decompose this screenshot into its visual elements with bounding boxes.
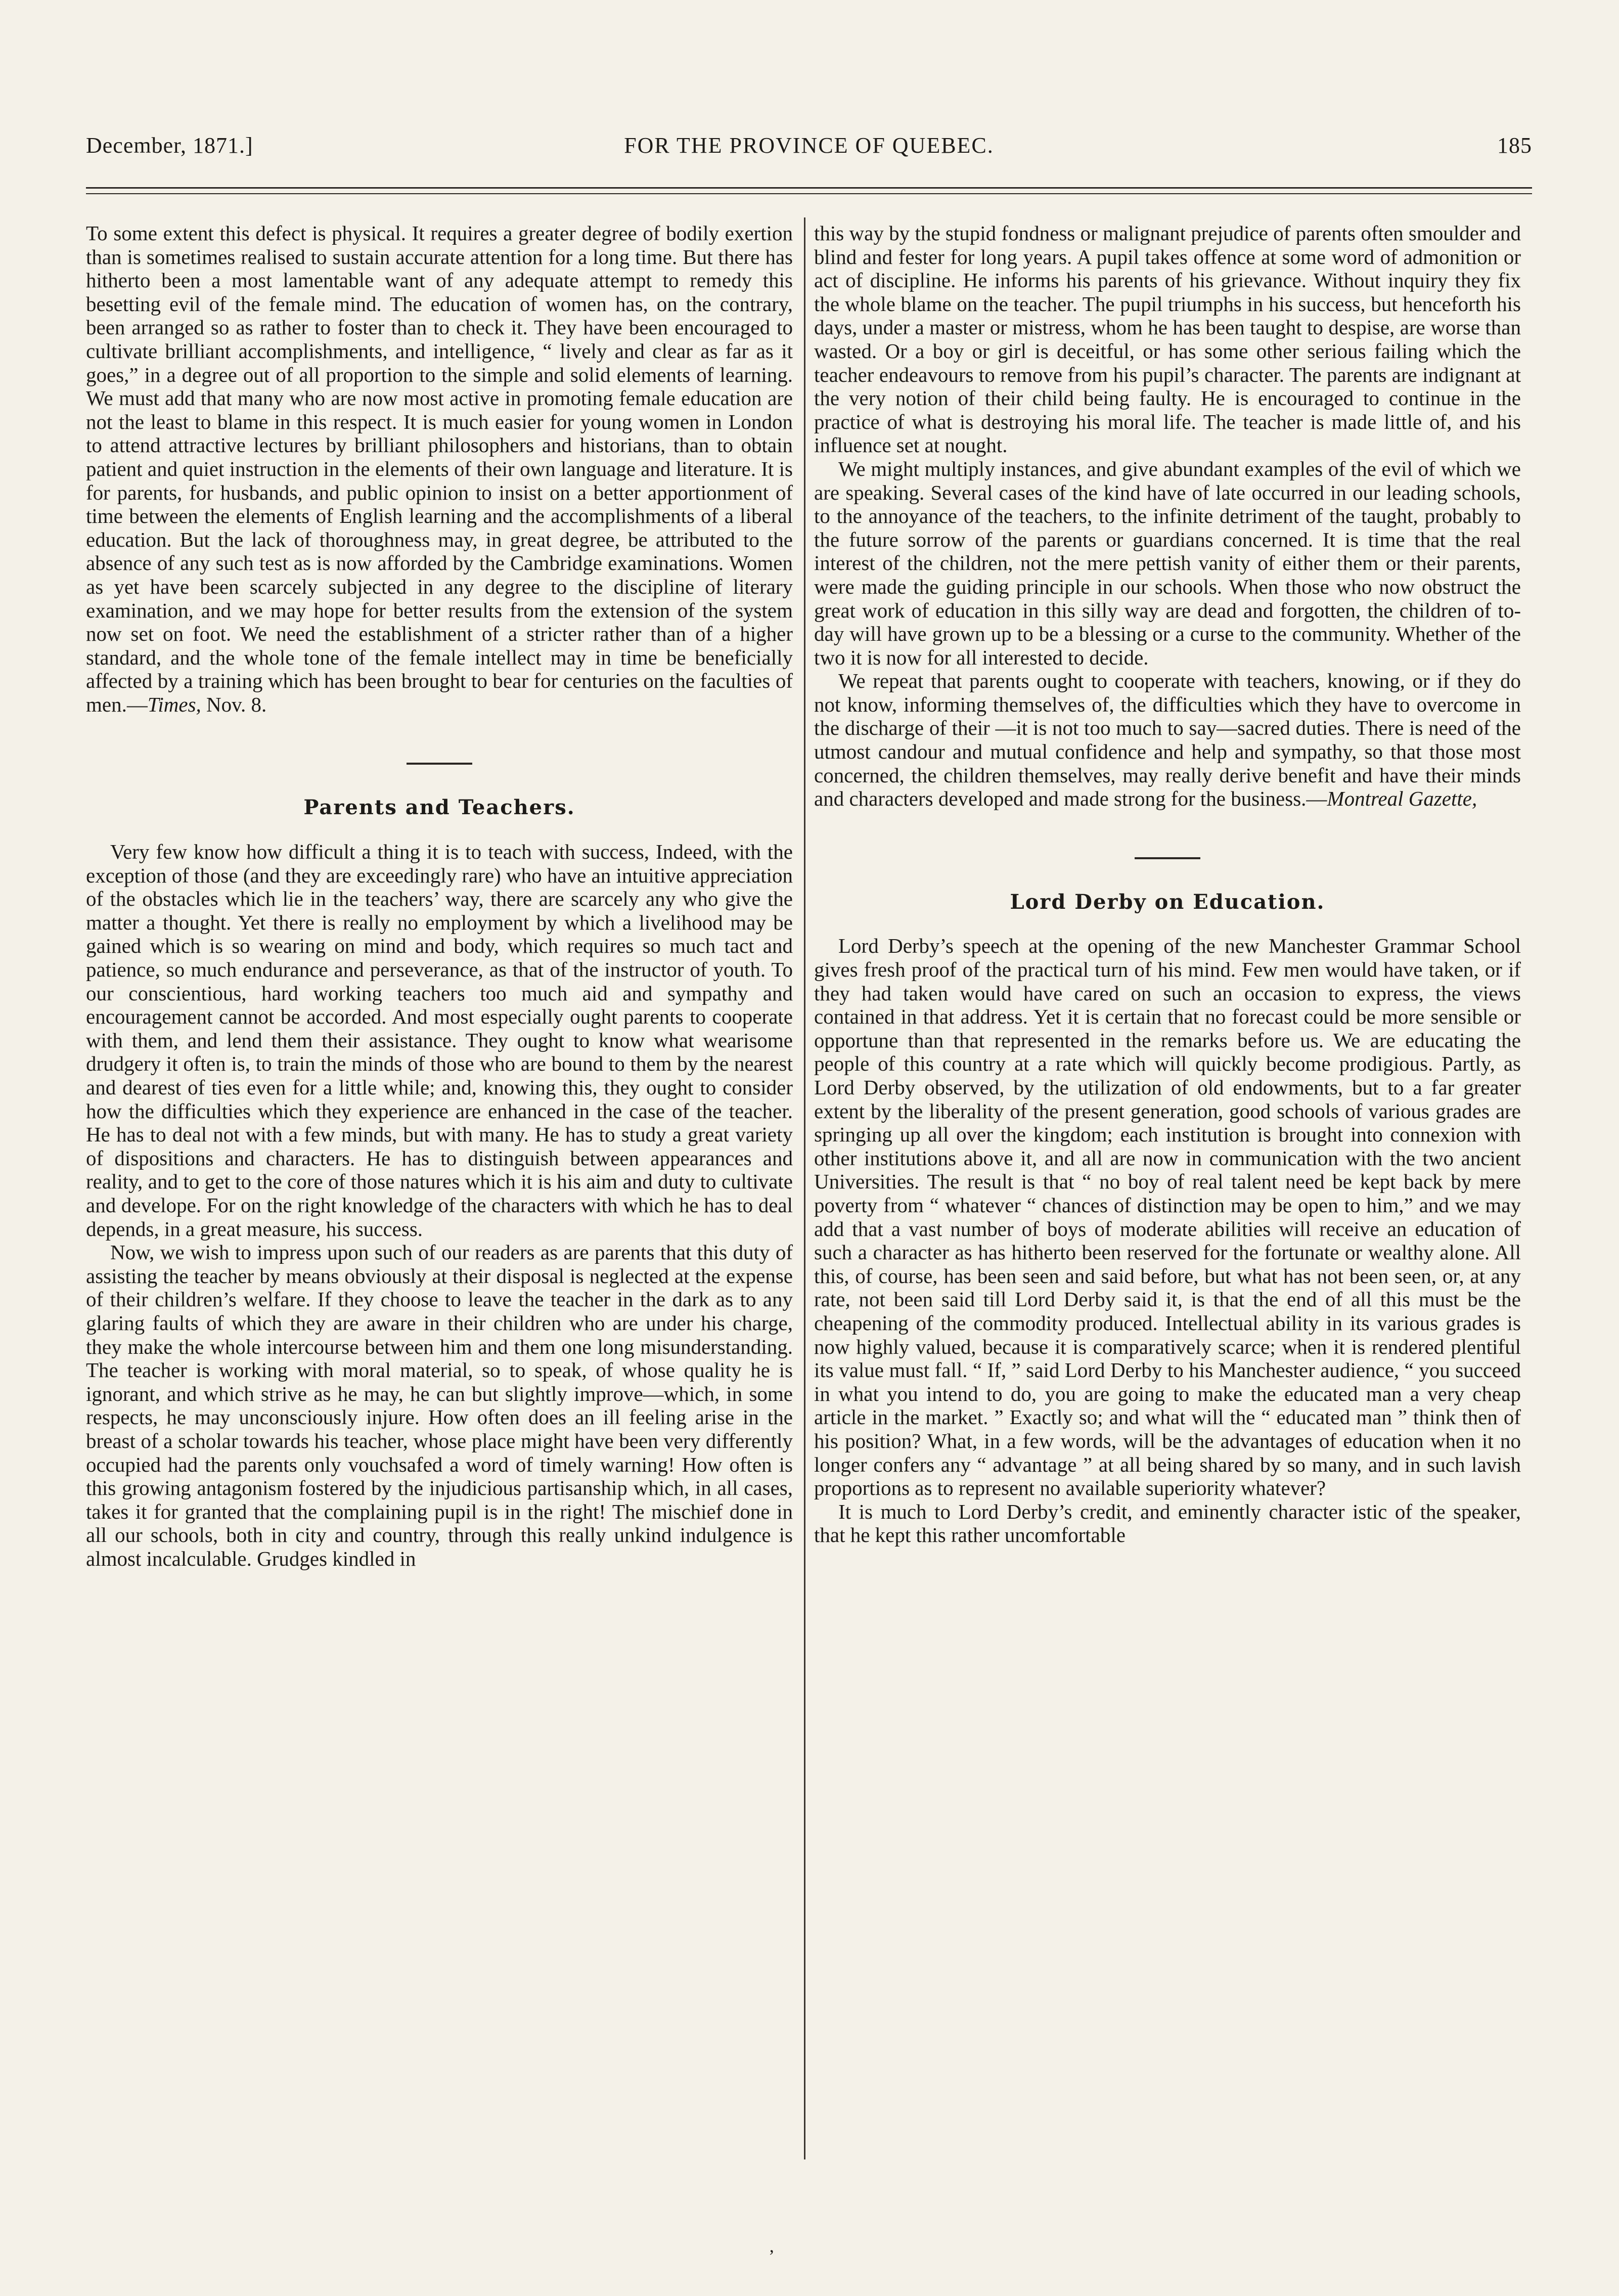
left-column <box>86 222 793 1570</box>
article-paragraph: We might multiply instances, and give abundant examples of the evil of which we are speaking. Several cases of the kind have of late occurred in our leading schools, to the annoyance of the teachers, to the infinite detriment of the taught, probably to the future sorrow of the parents or guardians concerned. It is time that the real interest of the children, not the mere pettish vanity of either them or their parents, were made the guiding principle in our schools. When those who now obstruct the great work of education in this silly way are dead and forgotten, the children of to-day will have grown up to be a blessing or a curse to the community. Whether of the two it is now for all interested to decide. <box>814 457 1521 669</box>
citation-date: Nov. 8. <box>201 692 267 716</box>
article-paragraph: It is much to Lord Derby’s credit, and eminently character istic of the speaker, that he kept this rather uncomfortable <box>814 1499 1521 1547</box>
right-column <box>814 222 1521 1547</box>
spacer <box>814 811 1521 857</box>
spacer <box>86 716 793 763</box>
opening-paragraph: To some extent this defect is physical. It requires a greater degree of bodily exertion than is sometimes realised to sustain accurate attention for a long time. But there has hitherto been a most lamentable want of any adequate attempt to remedy this besetting evil of the female mind. The education of women has, on the contrary, been arranged so as rather to foster than to check it. They have been encouraged to cultivate brilliant accomplishments, and intelligence, “ lively and clear as far as it goes,” in a degree out of all proportion to the simple and solid elements of learning. We must add that many who are now most active in promoting female education are not the least to blame in this respect. It is much easier for young women in London to attend attractive lectures by brilliant philosophers and historians, than to obtain patient and quiet instruction in the elements of their own language and literature. It is for parents, for husbands, and public opinion to insist on a better apportionment of time between the elements of English learning and the accomplishments of a liberal education. But the lack of thoroughness may, in great degree, be attributed to the absence of any such test as is now afforded by the Cambridge examinations. Women as yet have been scarcely subjected in any degree to the discipline of literary examination, and we may hope for better results from the extension of the system now set on foot. We need the establishment of a stricter rather than of a higher standard, and the whole tone of the female intellect may in time be beneficially affected by a training which has been brought to bear for centuries on the faculties of men.—Times, Nov. 8. <box>86 222 793 716</box>
article-paragraph: Lord Derby’s speech at the opening of the new Manchester Grammar School gives fresh proof of the practical turn of his mind. Few men would have taken, or if they had taken would have cared on such an occasion to express, the views contained in that address. Yet it is certain that no forecast could be more sensible or opportune than that represented in the remarks before us. We are educating the people of this country at a rate which will quickly become prodigious. Partly, as Lord Derby observed, by the utilization of old endowments, but to a far greater extent by the liberality of the present generation, good schools of various grades are springing up all over the kingdom; each institution is brought into connexion with other institutions above it, and all are now in communication with the two ancient Universities. The result is that “ no boy of real talent need be kept back by mere poverty from “ whatever “ chances of distinction may be open to him,” and we may add that a vast number of boys of moderate abilities will receive an education of such a character as has hitherto been reserved for the fortunate or wealthy alone. All this, of course, has been seen and said before, but what has not been seen, or, at any rate, not been said till Lord Derby said it, is that the end of all this must be the cheapening of the commodity produced. Intellectual ability in its various grades is now highly valued, because it is comparatively scarce; when it is rendered plentiful its value must fall. “ If, ” said Lord Derby to his Manchester audience, “ you succeed in what you intend to do, you are going to make the educated man a very cheap article in the market. ” Exactly so; and what will the “ educated man ” think then of his position? What, in a few words, will be the advantages of education when it no longer confers any “ advantage ” at all being shared by so many, and in such lavish proportions as to represent no available superiority whatever? <box>814 934 1521 1500</box>
citation-montreal-gazette: Montreal Gazette, <box>1327 787 1477 811</box>
header-rule-top <box>86 187 1532 189</box>
spacer <box>814 859 1521 891</box>
journal-title: FOR THE PROVINCE OF QUEBEC. <box>624 133 994 158</box>
citation-times: Times, <box>147 692 201 716</box>
article-title-parents-teachers: Parents and Teachers. <box>303 796 575 820</box>
article-paragraph: this way by the stupid fondness or malignant prejudice of parents often smoulder and blind and fester for long years. A pupil takes offence at some word of admonition or act of discipline. He informs his parents of his grievance. Without inquiry they fix the whole blame on the teacher. The pupil triumphs in his success, but henceforth his days, under a master or mistress, whom he has been taught to despise, are worse than wasted. Or a boy or girl is deceitful, or has some other serious failing which the teacher endeavours to remove from his pupil’s character. The parents are indignant at the very notion of their child being faulty. He is encouraged to continue in the practice of what is destroying his moral life. The teacher is made little of, and his influence set at nought. <box>814 222 1521 457</box>
spacer <box>86 765 793 796</box>
running-header <box>86 133 1532 173</box>
issue-date: December, 1871.] <box>86 133 253 158</box>
article-paragraph: Very few know how difficult a thing it is to teach with success, Indeed, with the exception of those (and they are exceedingly rare) who have an intuitive appreciation of the obstacles which lie in the teachers’ way, there are scarcely any who give the matter a thought. Yet there is really no employment by which a livelihood may be gained which is so wearing on mind and body, which requires so much tact and patience, so much endurance and perseverance, as that of the instructor of youth. To our conscientious, hard working teachers too much aid and sympathy and encouragement cannot be accorded. And most especially ought parents to cooperate with them, and lend them their assistance. They ought to know what wearisome drudgery it often is, to train the minds of those who are bound to them by the nearest and dearest of ties even for a little while; and, knowing this, they ought to consider how the difficulties which they experience are enhanced in the case of the teacher. He has to deal not with a few minds, but with many. He has to study a great variety of dispositions and characters. He has to distinguish between appearances and reality, and to get to the core of those natures which it is his aim and duty to cultivate and develope. For on the right knowledge of the characters with which he has to deal depends, in a great measure, his success. <box>86 840 793 1241</box>
header-rule-bottom <box>86 193 1532 194</box>
article-paragraph: We repeat that parents ought to cooperate with teachers, knowing, or if they do not know, informing themselves of, the difficulties which they have to overcome in the discharge of their —it is not too much to say—sacred duties. There is need of the utmost candour and mutual confidence and help and sympathy, so that those most concerned, the children themselves, may really derive benefit and have their minds and characters developed and made strong for the business.—Montreal Gazette, <box>814 669 1521 811</box>
spacer <box>814 914 1521 934</box>
column-divider <box>804 217 805 2159</box>
footer-mark: ’ <box>769 2246 775 2266</box>
article-title-lord-derby: Lord Derby on Education. <box>1010 890 1325 914</box>
page-number: 185 <box>1497 133 1532 158</box>
article-paragraph: Now, we wish to impress upon such of our readers as are parents that this duty of assisting the teacher by means obviously at their disposal is neglected at the expense of their children’s welfare. If they choose to leave the teacher in the dark as to any glaring faults of which they are aware in their children who are under his charge, they make the whole intercourse between him and them one long misunderstanding. The teacher is working with moral material, so to speak, of whose quality he is ignorant, and which strive as he may, he can but slightly improve—which, in some respects, he may unconsciously injure. How often does an ill feeling arise in the breast of a scholar towards his teacher, whose place might have been very differently occupied had the parents only vouchsafed a word of timely warning! How often is this growing antagonism fostered by the injudicious partisanship which, in all cases, takes it for granted that the complaining pupil is in the right! The mischief done in all our schools, both in city and country, through this really unkind indulgence is almost incalculable. Grudges kindled in <box>86 1241 793 1570</box>
spacer <box>86 820 793 840</box>
